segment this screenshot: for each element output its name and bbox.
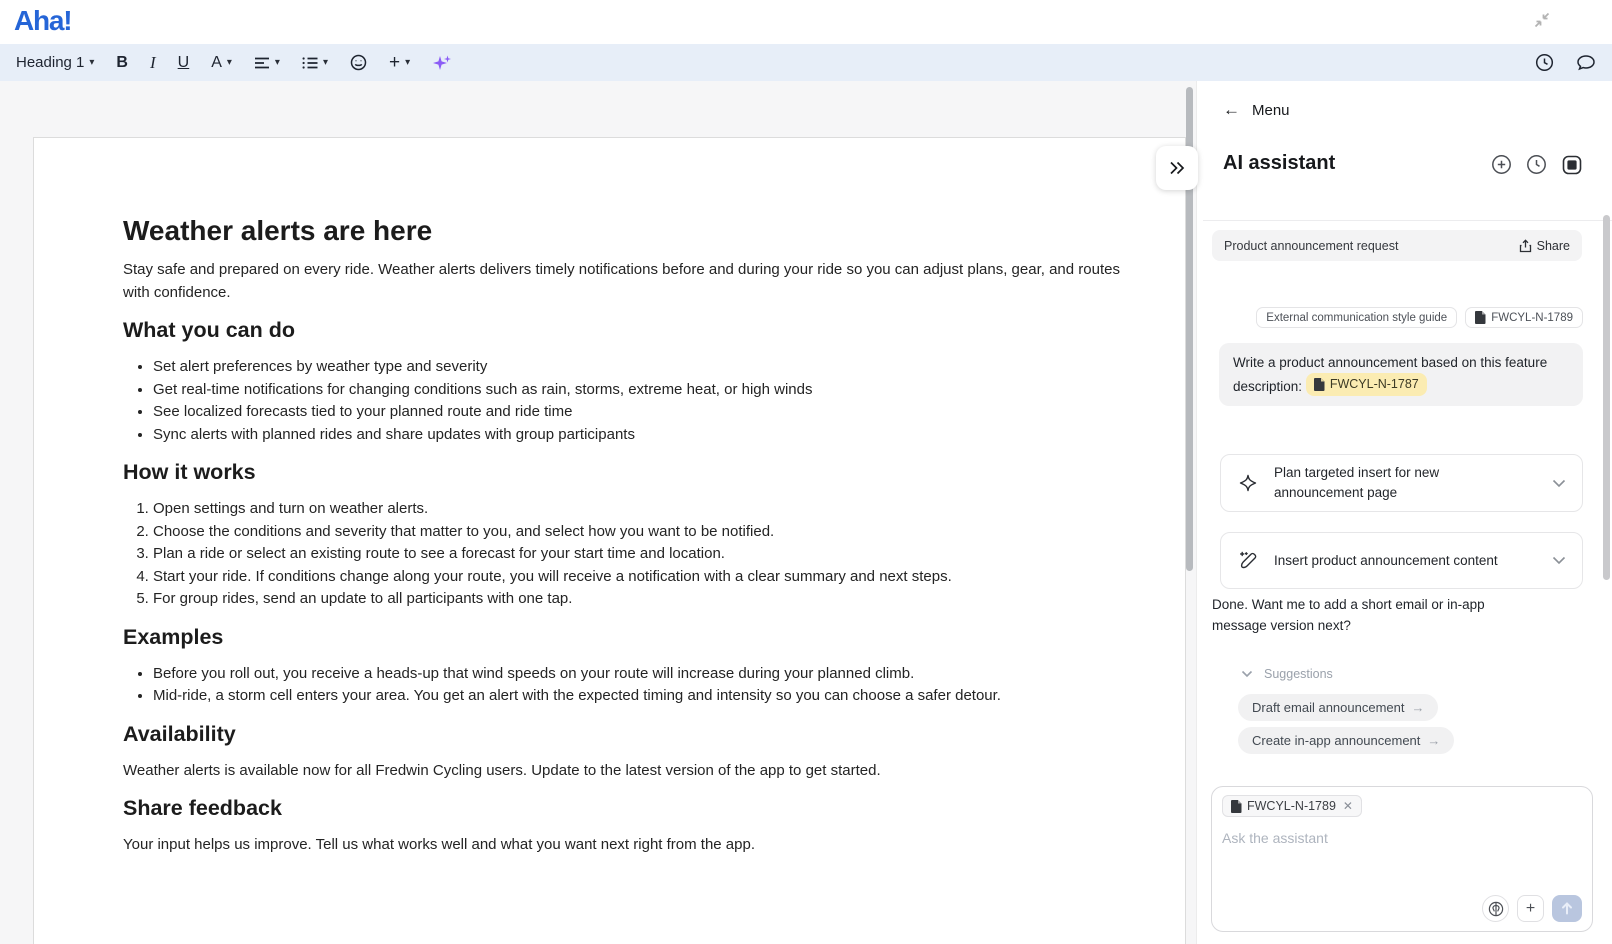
list-item: 4. Start your ride. If conditions change along your route, you will receive a notification with a clear summary and next steps. (153, 566, 1149, 589)
emoji-button[interactable] (350, 54, 367, 71)
chevron-down-icon: ▾ (226, 57, 232, 68)
section-heading: How it works (123, 460, 256, 484)
back-arrow-icon: ← (1223, 100, 1240, 119)
document-page[interactable] (33, 137, 1186, 944)
suggestion-draft-email[interactable] (1238, 694, 1438, 721)
card-label: Insert product announcement content (1274, 552, 1498, 568)
document-icon (1231, 800, 1242, 813)
list-dropdown[interactable] (302, 56, 328, 70)
list-item: • Get real-time notifications for changing conditions such as rain, storms, extreme heat, or high winds (153, 379, 1149, 402)
document-icon (1475, 311, 1486, 324)
list-item: 3. Plan a ride or select an existing route to see a forecast for your start time and location. (153, 543, 1149, 566)
list-item: • Sync alerts with planned rides and share updates with group participants (153, 424, 1149, 447)
document-title: Weather alerts are here (123, 215, 433, 246)
suggestions-label: Suggestions (1264, 667, 1333, 681)
comment-button[interactable] (1576, 54, 1596, 72)
share-button[interactable] (1519, 239, 1570, 253)
style-guide-chip[interactable] (1256, 307, 1457, 328)
paragraph-style-label: Heading 1 (16, 54, 85, 71)
chip-label: FWCYL-N-1789 (1247, 799, 1336, 813)
section-heading: Examples (123, 624, 224, 649)
panel-header-icons (1491, 154, 1582, 175)
thread-header (1212, 230, 1582, 261)
document-editor[interactable] (0, 81, 1197, 944)
alignment-dropdown[interactable] (254, 56, 280, 70)
feature-reference-chip[interactable] (1306, 373, 1427, 396)
chip-label: External communication style guide (1266, 311, 1448, 324)
pill-label: Draft email announcement (1252, 700, 1405, 715)
section-heading: Availability (123, 721, 236, 746)
italic-button[interactable]: I (149, 52, 156, 72)
section-heading: Share feedback (123, 796, 282, 820)
suggestions-toggle[interactable] (1241, 667, 1333, 681)
input-placeholder: Ask the assistant (1222, 829, 1328, 846)
chevron-down-icon (1241, 670, 1253, 678)
suggestion-inapp-announcement[interactable] (1238, 727, 1454, 754)
list-item: • Before you roll out, you receive a heads-up that wind speeds on your route will increase during your planned climb. (153, 663, 1149, 686)
list-item: • See localized forecasts tied to your planned route and ride time (153, 401, 1149, 424)
collapse-panel-button[interactable] (1156, 146, 1198, 190)
record-chip[interactable] (1465, 307, 1583, 328)
share-icon (1519, 239, 1532, 253)
composer-record-chip[interactable] (1222, 795, 1362, 817)
formatting-toolbar (0, 44, 1612, 81)
chevron-down-icon: ▾ (322, 57, 328, 68)
assistant-message: Done. Want me to add a short email or in-app message version next? (1212, 597, 1485, 633)
sparkle-diamond-icon (1237, 472, 1259, 494)
chevron-down-icon (1552, 479, 1566, 488)
bullet-list (123, 663, 1149, 708)
history-button[interactable] (1535, 53, 1554, 72)
arrow-right-icon: → (1411, 700, 1425, 715)
section-paragraph: Your input helps us improve. Tell us what works well and what you want next right from the app. (123, 836, 755, 853)
list-item: • Mid-ride, a storm cell enters your area. You get an alert with the expected timing and intensity so you can choose a safer detour. (153, 685, 1149, 708)
emoji-icon (350, 54, 367, 71)
panel-scrollbar[interactable] (1603, 215, 1610, 580)
aha-logo: Aha! (14, 5, 72, 36)
ai-sparkle-button[interactable] (432, 53, 452, 73)
chevron-down-icon: ▾ (274, 57, 280, 68)
chat-history-clock-icon[interactable] (1526, 154, 1547, 175)
section-paragraph: Weather alerts is available now for all Fredwin Cycling users. Update to the latest version of the app to get started. (123, 761, 881, 779)
remove-chip-icon[interactable]: ✕ (1342, 799, 1353, 813)
new-chat-plus-icon[interactable] (1491, 154, 1512, 175)
user-message-text: Write a product announcement based on this feature description: (1233, 355, 1548, 394)
collapse-window-icon[interactable] (1530, 8, 1554, 32)
underline-button[interactable]: U (177, 53, 190, 71)
chip-label: FWCYL-N-1789 (1491, 311, 1573, 324)
list-item: 1. Open settings and turn on weather alerts. (153, 498, 1149, 521)
document-icon (1314, 378, 1325, 391)
bullet-list (123, 356, 1149, 446)
bold-button[interactable]: B (116, 53, 128, 71)
context-chips (1212, 307, 1583, 328)
plus-icon: + (388, 51, 401, 73)
list-item: • Set alert preferences by weather type and severity (153, 356, 1149, 379)
plan-insert-card[interactable] (1220, 454, 1583, 512)
user-message (1219, 343, 1583, 406)
assistant-input[interactable] (1211, 786, 1593, 932)
section-heading: What you can do (123, 318, 295, 342)
panel-title: AI assistant (1223, 152, 1336, 174)
text-color-label: A (211, 53, 222, 71)
list-item: 2. Choose the conditions and severity that matter to you, and select how you want to be notified. (153, 521, 1149, 544)
double-chevron-right-icon (1168, 160, 1186, 176)
insert-content-card[interactable] (1220, 532, 1583, 589)
attach-plus-button[interactable]: + (1517, 895, 1544, 922)
arrow-right-icon: → (1427, 733, 1441, 748)
share-label: Share (1536, 238, 1570, 253)
composer-actions (1482, 895, 1582, 922)
menu-label: Menu (1252, 101, 1290, 119)
thread-title: Product announcement request (1224, 238, 1399, 253)
insert-dropdown[interactable] (389, 52, 410, 74)
paragraph-style-dropdown[interactable] (16, 54, 94, 71)
card-label: Plan targeted insert for new announcement page (1274, 465, 1440, 500)
chip-label: FWCYL-N-1787 (1329, 377, 1419, 391)
chevron-down-icon: ▾ (405, 57, 411, 68)
chevron-down-icon: ▾ (89, 57, 95, 68)
ai-assistant-panel (1197, 81, 1612, 944)
chevron-down-icon (1552, 556, 1566, 565)
bulleted-list-icon (302, 56, 318, 70)
back-to-menu-button[interactable] (1223, 100, 1290, 120)
app-header (0, 0, 1612, 44)
text-color-dropdown[interactable] (211, 54, 232, 72)
send-button[interactable] (1552, 895, 1582, 922)
numbered-list (123, 498, 1149, 611)
document-intro: Stay safe and prepared on every ride. Weather alerts delivers timely notifications before and during your ride so you can adjust plans, gear, and routes with confidence. (123, 261, 1120, 301)
knowledge-brain-button[interactable] (1482, 895, 1509, 922)
panel-divider (1203, 220, 1612, 221)
align-left-icon (254, 56, 270, 70)
stop-icon[interactable] (1561, 154, 1582, 175)
pill-label: Create in-app announcement (1252, 733, 1421, 748)
list-item: 5. For group rides, send an update to all participants with one tap. (153, 588, 1149, 611)
magic-pen-icon (1237, 550, 1259, 572)
